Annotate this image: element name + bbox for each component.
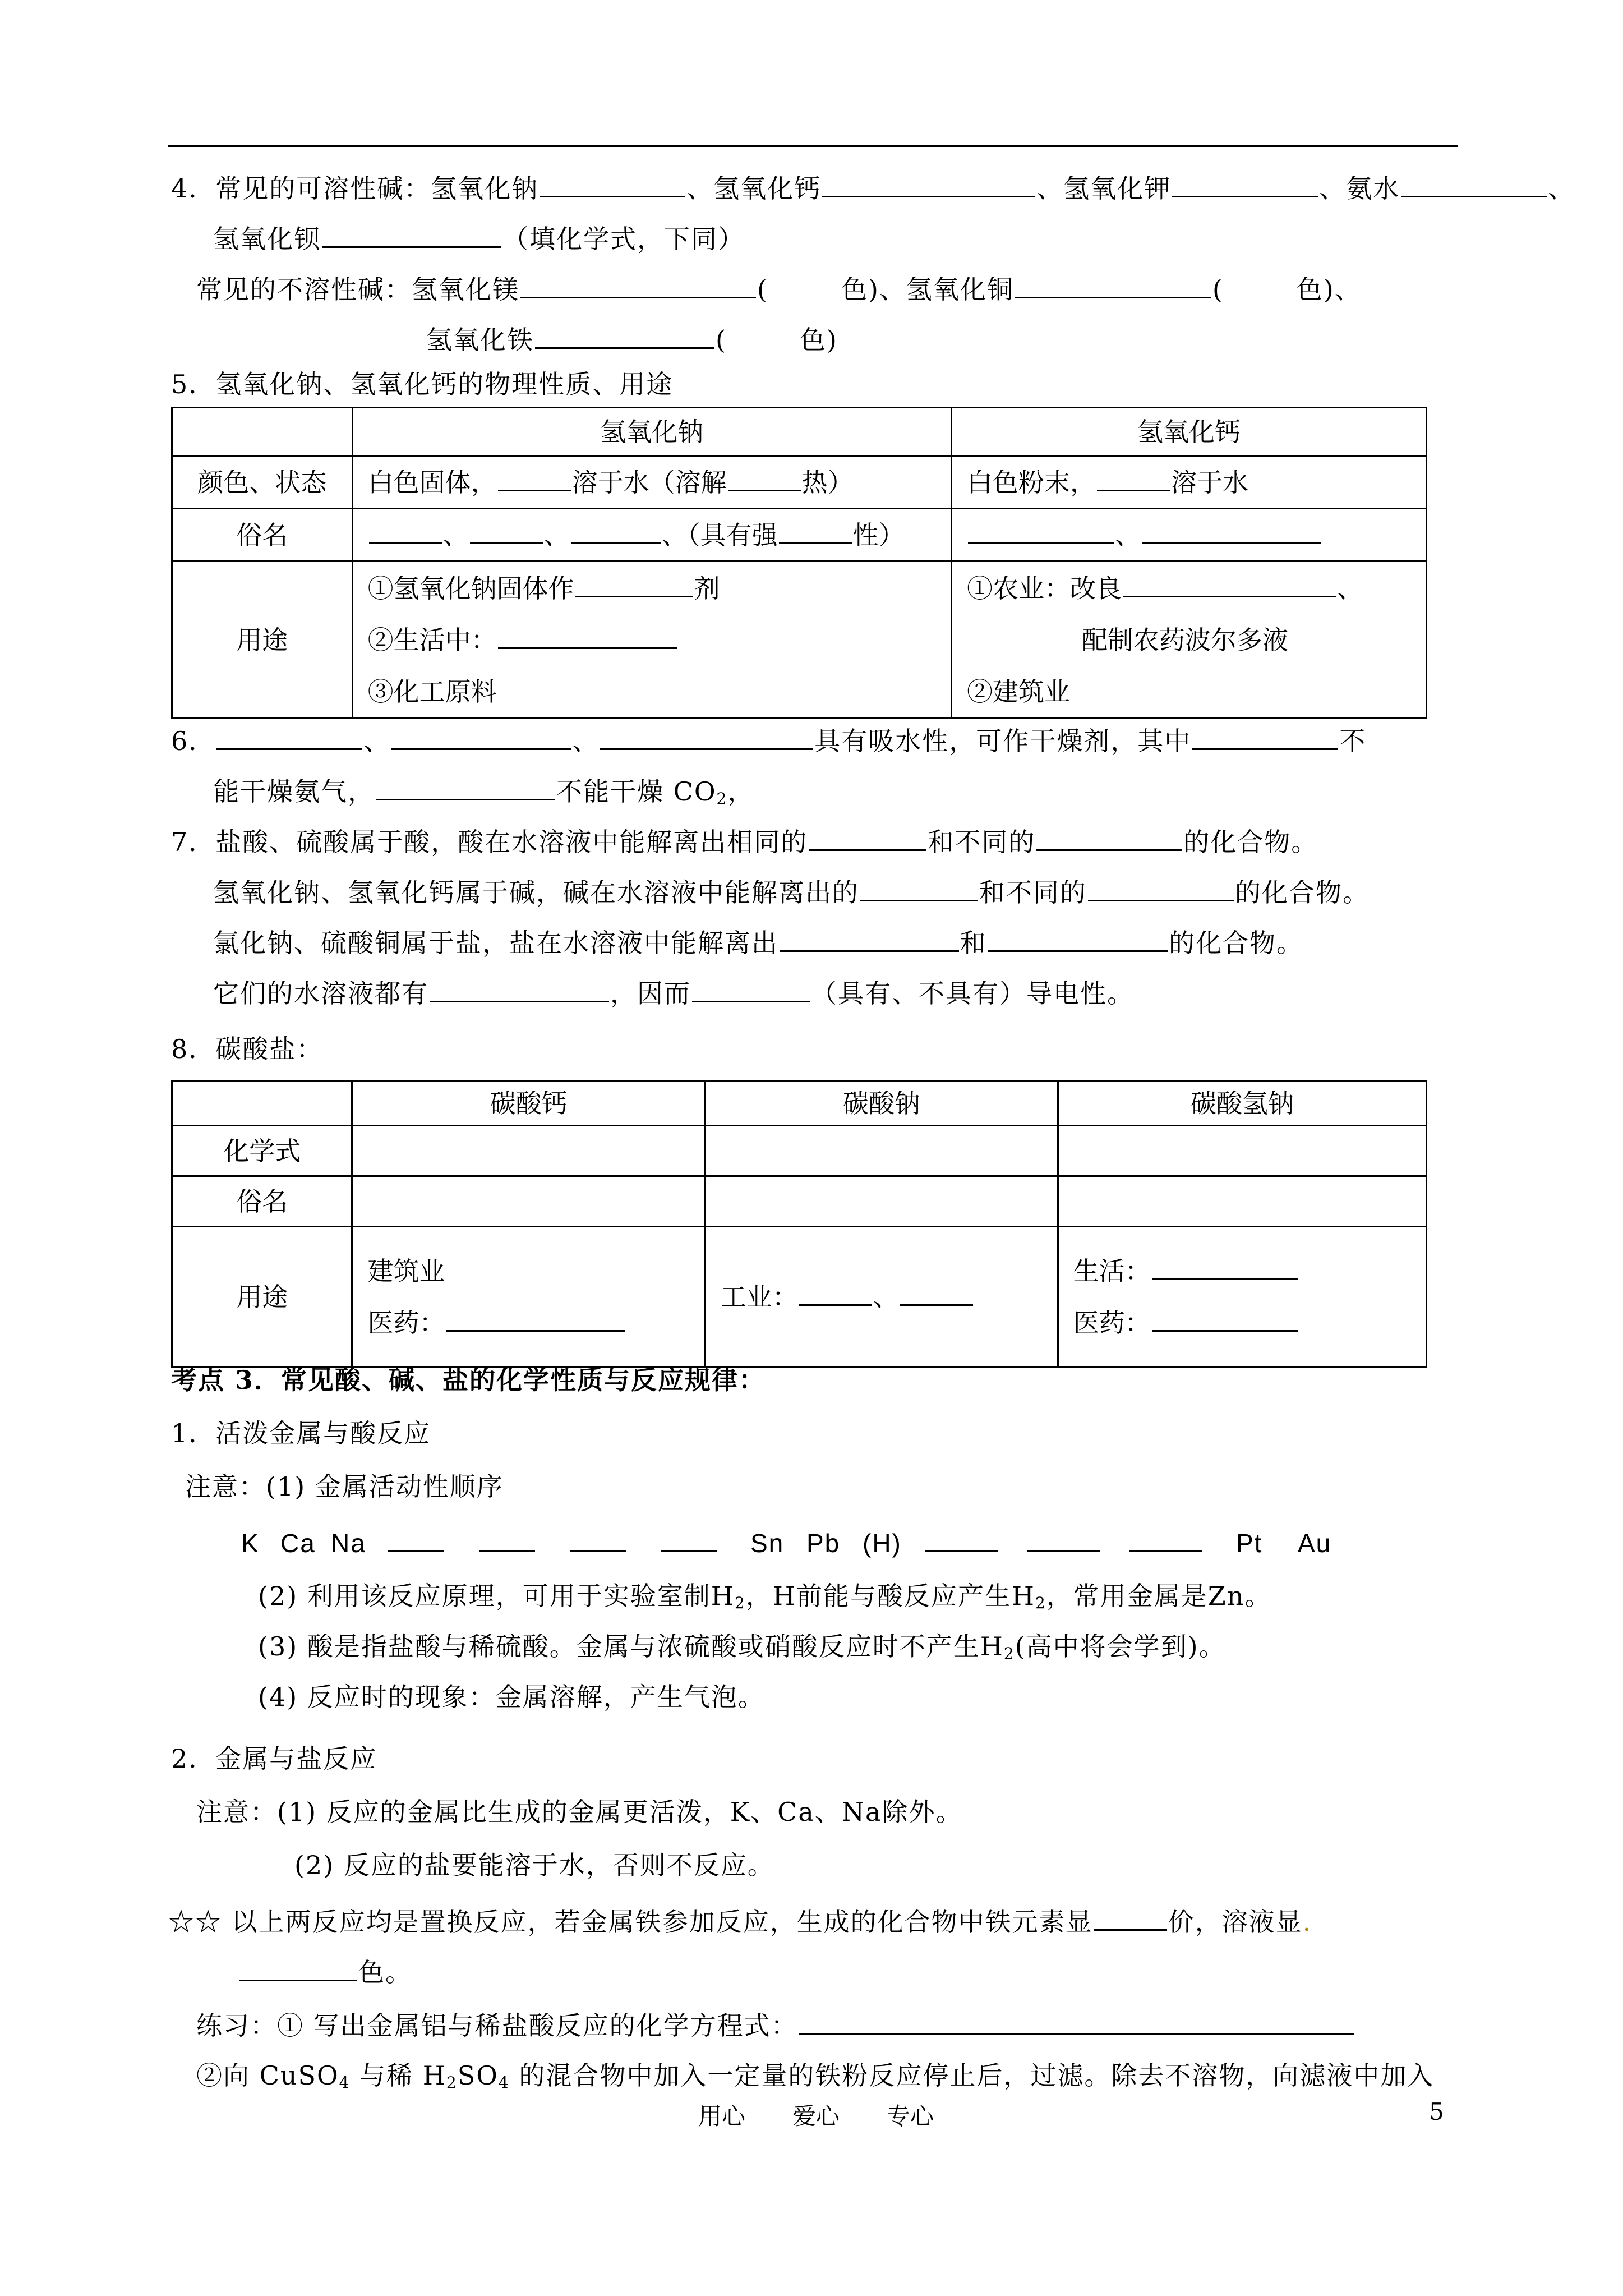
blank-acid-anion[interactable] [1036, 825, 1182, 851]
s4-line4: 氢氧化铁 ( 色) [426, 323, 838, 357]
t2-caco3-formula[interactable] [352, 1126, 705, 1176]
blank-metal3[interactable] [570, 1526, 626, 1552]
t1-naoh-color: 白色固体， 溶于水（溶解 热） [352, 456, 951, 509]
t2-header-nahco3: 碳酸氢钠 [1058, 1081, 1426, 1126]
blank-metal4[interactable] [661, 1526, 717, 1552]
page-number: 5 [1429, 2098, 1444, 2125]
blank-naoh-solubility[interactable] [498, 465, 571, 491]
blank-metal5[interactable] [925, 1526, 998, 1552]
kd3-note-4: (4) 反应时的现象：金属溶解，产生气泡。 [258, 1682, 765, 1712]
blank-salt-cation[interactable] [780, 926, 959, 952]
t1-naoh-names: 、 、 、（具有强 性） [352, 509, 951, 562]
blank-fe-valence[interactable] [1094, 1904, 1167, 1931]
blank-naoh-heat[interactable] [728, 465, 801, 491]
blank-baoh2[interactable] [322, 222, 501, 248]
blank-al-hcl-equation[interactable] [799, 2008, 1354, 2035]
blank-dryer2[interactable] [391, 724, 571, 750]
blank-koh[interactable] [1172, 171, 1318, 197]
blank-dryer3[interactable] [600, 724, 813, 750]
t1-header-caoh2: 氢氧化钙 [951, 408, 1426, 456]
kd3-note-2: (2) 利用该反应原理，可用于实验室制$H_2$，H前能与酸反应产生$H_2$，常用金属是Zn。 [258, 1581, 1272, 1612]
s8-title: 8．碳酸盐： [171, 1034, 324, 1064]
t1-header-empty [172, 408, 353, 456]
kd3-title: 考点 3．常见酸、碱、盐的化学性质与反应规律： [171, 1365, 766, 1395]
carbonate-table [171, 1080, 1427, 1368]
s6-line2: 能干燥氨气， 不能干燥 $CO_2$， [213, 774, 754, 816]
kd3-note2a: 注意：(1) 反应的金属比生成的金属更活泼，K、Ca、Na除外。 [196, 1797, 963, 1827]
blank-cuoh2[interactable] [1015, 272, 1211, 298]
blank-nahco3-medicine[interactable] [1152, 1305, 1298, 1332]
kd3-p1: 1．活泼金属与酸反应 [171, 1418, 431, 1448]
s4-line3: 常见的不溶性碱：氢氧化镁 ( 色)、氢氧化铜 ( 色)、 [196, 272, 1362, 306]
blank-na2co3-use1[interactable] [799, 1280, 872, 1306]
footer-motto: 用心 爱心 专心 [698, 2102, 934, 2130]
t2-header-caco3: 碳酸钙 [352, 1081, 705, 1126]
blank-not-co2[interactable] [376, 774, 555, 800]
kd3-star-line2: 色。 [238, 1955, 412, 1989]
t1-caoh2-names: 、 [951, 509, 1426, 562]
s4-line2: 氢氧化钡 （填化学式，下同） [213, 222, 745, 256]
kd3-note2b: (2) 反应的盐要能溶于水，否则不反应。 [294, 1850, 774, 1880]
blank-naoh-dryer[interactable] [575, 571, 693, 597]
blank-metal6[interactable] [1027, 1526, 1100, 1552]
t1-row-use-label: 用途 [172, 562, 353, 719]
blank-naoh[interactable] [540, 171, 685, 197]
t2-na2co3-name[interactable] [705, 1176, 1058, 1227]
blank-base-ion[interactable] [860, 875, 978, 901]
t2-caco3-use: 建筑业 医药： [352, 1227, 705, 1367]
s7-line3: 氯化钠、硫酸铜属于盐，盐在水溶液中能解离出 和 的化合物。 [213, 926, 1303, 960]
t1-caoh2-uses: ①农业：改良 、 配制农药波尔多液 ②建筑业 [951, 562, 1426, 719]
exercise-2: ②向 CuSO$_4$ 与稀 $H_2SO_4$ 的混合物中加入一定量的铁粉反应停止后，过滤。除去不溶物，向滤液中加入 [196, 2060, 1435, 2092]
s7-line2: 氢氧化钠、氢氧化钙属于碱，碱在水溶液中能解离出的 和不同的 的化合物。 [213, 875, 1370, 909]
kd3-note1: 注意：(1) 金属活动性顺序 [185, 1471, 504, 1502]
s6-line1: 6． 、 、 具有吸水性，可作干燥剂，其中 不 [171, 724, 1366, 758]
blank-nh3h2o[interactable] [1401, 171, 1547, 197]
blank-na2co3-use2[interactable] [900, 1280, 973, 1306]
activity-series: K Ca Na Sn Pb (H) Pt Au [241, 1526, 1343, 1560]
blank-caoh2[interactable] [822, 171, 1035, 197]
blank-caoh2-name2[interactable] [1142, 518, 1321, 544]
blank-base-cation[interactable] [1088, 875, 1234, 901]
blank-acid-ion[interactable] [809, 825, 926, 851]
blank-caco3-medicine[interactable] [446, 1305, 625, 1332]
t2-na2co3-use: 工业： 、 [705, 1227, 1058, 1367]
t2-caco3-name[interactable] [352, 1176, 705, 1227]
t2-na2co3-formula[interactable] [705, 1126, 1058, 1176]
t1-row-name-label: 俗名 [172, 509, 353, 562]
t2-row-formula: 化学式 [172, 1126, 352, 1176]
header-rule [168, 145, 1458, 147]
blank-naoh-name1[interactable] [369, 518, 442, 544]
t1-naoh-uses: ①氢氧化钠固体作 剂 ②生活中： ③化工原料 [352, 562, 951, 719]
t2-nahco3-name[interactable] [1058, 1176, 1426, 1227]
blank-metal7[interactable] [1129, 1526, 1202, 1552]
blank-dryer1[interactable] [216, 724, 362, 750]
kd3-note-3: (3) 酸是指盐酸与稀硫酸。金属与浓硫酸或硝酸反应时不产生$H_2$(高中将会学到)。 [258, 1631, 1226, 1663]
kd3-p2: 2．金属与盐反应 [171, 1743, 377, 1774]
blank-mgoh2[interactable] [520, 272, 756, 298]
blank-caoh2-name1[interactable] [968, 518, 1114, 544]
exercise-1: 练习：① 写出金属铝与稀盐酸反应的化学方程式： [196, 2008, 1355, 2042]
t1-header-naoh: 氢氧化钠 [352, 408, 951, 456]
blank-metal2[interactable] [479, 1526, 535, 1552]
blank-naoh-life[interactable] [498, 623, 677, 649]
t2-header-na2co3: 碳酸钠 [705, 1081, 1058, 1126]
blank-naoh-name3[interactable] [571, 518, 661, 544]
s7-line1: 7．盐酸、硫酸属于酸，酸在水溶液中能解离出相同的 和不同的 的化合物。 [171, 825, 1318, 859]
hydroxide-table [171, 407, 1427, 719]
t2-row-name: 俗名 [172, 1176, 352, 1227]
blank-caoh2-solubility[interactable] [1097, 465, 1170, 491]
t1-row-color-label: 颜色、状态 [172, 456, 353, 509]
blank-naoh-name2[interactable] [470, 518, 543, 544]
t2-nahco3-use: 生活： 医药： [1058, 1227, 1426, 1367]
s4-line1: 4．常见的可溶性碱：氢氧化钠 、氢氧化钙 、氢氧化钾 、氨水 、 [171, 171, 1575, 205]
s7-line4: 它们的水溶液都有 ，因而 （具有、不具有）导电性。 [213, 976, 1134, 1010]
blank-caoh2-soil[interactable] [1123, 571, 1336, 597]
kd3-star-line: ☆☆ 以上两反应均是置换反应，若金属铁参加反应，生成的化合物中铁元素显 价，溶液显. [168, 1904, 1312, 1939]
blank-naoh-corrosive[interactable] [779, 518, 852, 544]
blank-solution-color[interactable] [239, 1955, 357, 1981]
blank-metal1[interactable] [388, 1526, 444, 1552]
blank-nahco3-life[interactable] [1152, 1254, 1298, 1280]
t2-nahco3-formula[interactable] [1058, 1126, 1426, 1176]
t2-row-use: 用途 [172, 1227, 352, 1367]
blank-not-nh3[interactable] [1192, 724, 1338, 750]
blank-feoh3[interactable] [535, 323, 714, 349]
t2-header-empty [172, 1081, 352, 1126]
blank-salt-anion[interactable] [988, 926, 1168, 952]
blank-conductivity[interactable] [692, 976, 810, 1002]
s5-title: 5．氢氧化钠、氢氧化钙的物理性质、用途 [171, 369, 674, 399]
t1-caoh2-color: 白色粉末， 溶于水 [951, 456, 1426, 509]
blank-free-ions[interactable] [430, 976, 609, 1002]
